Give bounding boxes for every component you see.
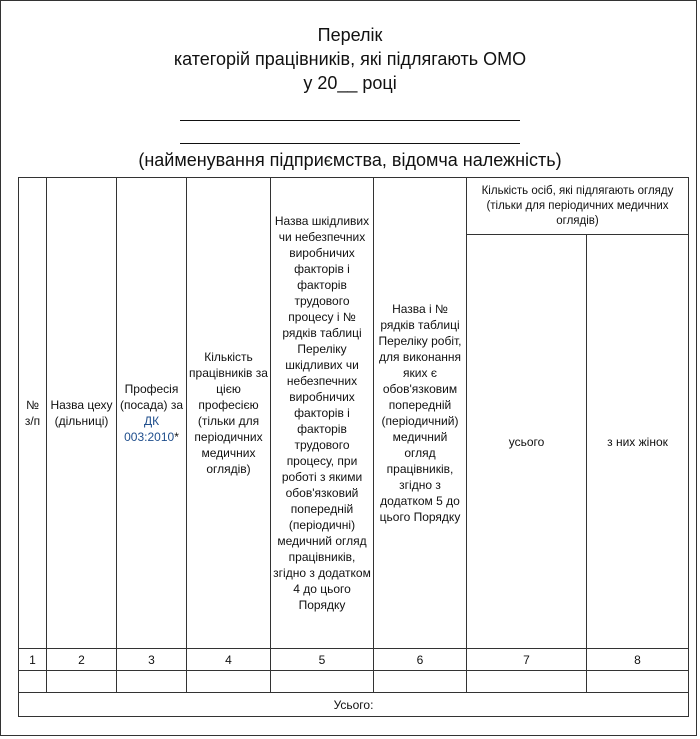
blank-line-2 xyxy=(180,143,520,144)
document-title: Перелік xyxy=(317,25,383,45)
header-persons-group: Кількість осіб, які підлягають огляду (тільки для періодичних медичних оглядів) xyxy=(467,178,689,235)
empty-cell[interactable] xyxy=(467,671,587,693)
header-worker-count: Кількість працівників за цією професією (тільки для періодичних медичних оглядів) xyxy=(187,178,271,649)
empty-cell[interactable] xyxy=(587,671,689,693)
dk-classifier-link[interactable]: ДК 003:2010 xyxy=(124,414,175,444)
blank-line-1 xyxy=(180,120,520,121)
header-profession xyxy=(117,178,187,649)
column-number: 1 xyxy=(19,649,47,671)
column-number: 7 xyxy=(467,649,587,671)
empty-cell[interactable] xyxy=(19,671,47,693)
categories-table xyxy=(18,177,689,717)
header-harmful-factors: Назва шкідливих чи небезпечних виробничих факторів і факторів трудового процесу і № рядків таблиці Переліку шкідливих чи небезпечних виробничих факторів і факторів трудового процесу, при роботі з якими обов'язковий попередній (періодичні) медичний огляд працівників, згідно з додатком 4 до цього Порядку xyxy=(271,178,374,649)
column-number-row xyxy=(19,649,689,671)
column-number: 2 xyxy=(47,649,117,671)
total-label: Усього: xyxy=(19,693,689,717)
column-number: 4 xyxy=(187,649,271,671)
header-number: № з/п xyxy=(19,178,47,649)
document-year: у 20__ році xyxy=(303,73,397,93)
header-works-list: Назва і № рядків таблиці Переліку робіт, для виконання яких є обов'язковим попередній (періодичний) медичний огляд працівників, згідно з додатком 5 до цього Порядку xyxy=(374,178,467,649)
empty-cell[interactable] xyxy=(187,671,271,693)
empty-cell[interactable] xyxy=(271,671,374,693)
column-number: 5 xyxy=(271,649,374,671)
header-workshop: Назва цеху (дільниці) xyxy=(47,178,117,649)
total-row xyxy=(19,693,689,717)
enterprise-caption: (найменування підприємства, відомча належність) xyxy=(138,150,562,170)
header-total: усього xyxy=(467,235,587,649)
column-number: 3 xyxy=(117,649,187,671)
document-title-line2: категорій працівників, які підлягають ОМО xyxy=(173,49,527,69)
header-women: з них жінок xyxy=(587,235,689,649)
empty-cell[interactable] xyxy=(117,671,187,693)
column-number: 6 xyxy=(374,649,467,671)
empty-cell[interactable] xyxy=(47,671,117,693)
column-number: 8 xyxy=(587,649,689,671)
empty-data-row xyxy=(19,671,689,693)
empty-cell[interactable] xyxy=(374,671,467,693)
header-profession-suffix: * xyxy=(174,430,179,444)
header-profession-prefix: Професія (посада) за xyxy=(119,382,184,412)
